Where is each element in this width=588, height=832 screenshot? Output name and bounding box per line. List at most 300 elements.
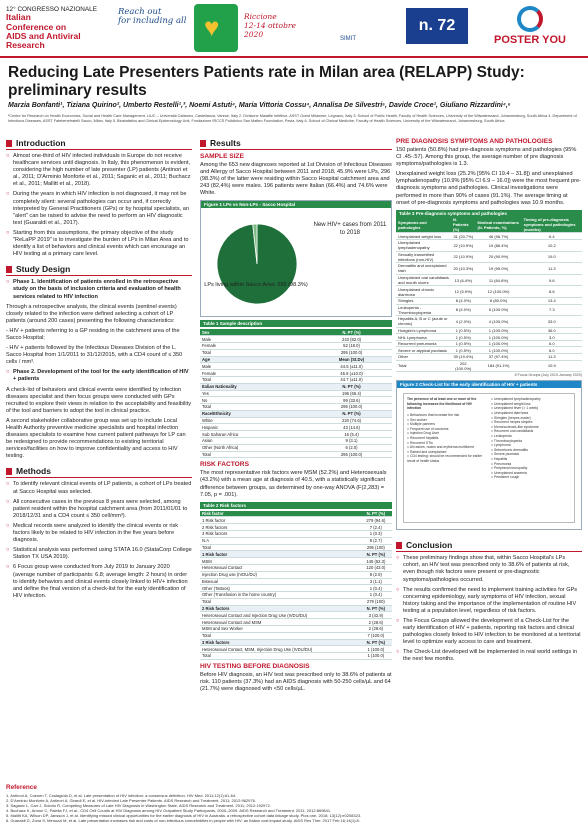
design-text: Through a retrospective analysis, the clinical events (sentinel events) closely related to the infection were defined selecting a cohort of LP patients (around 200 cases) presenting the following characteristics: [6,303,177,324]
table-cell-value: 36.0 [522,327,582,334]
checklist-right [491,397,571,519]
table-cell-label: Other (Transfusion in the home country) [200,592,360,599]
table-cell-label: NHL Lymphoma [396,334,451,341]
table-1-sample [200,329,392,458]
target-icon [517,6,543,32]
section-heading-introduction: Introduction [6,138,192,150]
table-cell-label: Heterosexual Contact [200,564,360,571]
column-left [6,138,192,603]
table-header-cell: N. Patients (%) [451,217,475,233]
checklist-item: □ Frequent use of condoms [407,426,449,431]
table-cell-value: 45.9 (±10.0) [311,370,392,377]
venue-year: 2020 [244,30,264,39]
table-cell-label: No [200,397,311,404]
table-cell-label: Other (Tattoos) [200,585,360,592]
prediag-text: Unexplained weight loss (25.2% [95% CI 19.4 – 31.8]) and unexplained lymphadenopathy (10.9% [95% CI 6.9 – 16.0]) were the most frequent pre-diagnosis symptoms and pathologies. Clinical investigations were performed in more than 90% of cases (91.1%). The average timing at onset of pre-diagnosis symptoms and pathologies was 10.9 months. [396,171,582,206]
table-cell-label: Recurrent pneumonia [396,340,451,347]
table-cell-value: 19 (86.4%) [475,239,521,251]
table-cell-value: 6.0 [522,347,582,354]
table-cell-value: 120 (43.0) [360,564,392,571]
figure-2-checklist [396,380,582,530]
table-cell-label: Asian [200,437,311,444]
reference-item: 4. Buchacz K, Armon C, Palella FJ, et al., CD4 Cell Counts at HIV Diagnosis among HIV Outpatient Study Participants, 2000–2009. AIDS Research and Treatment. 2011; 2012:869841. [6,808,332,813]
table-row [200,437,392,444]
table-cell-value: 3 (42.9) [360,612,392,619]
table-cell-value: 184 (91.1%) [475,360,521,372]
conclusion-bullet: ○ The results confirmed the need to implement training activities for GPs concerning epidemiology, early symptoms of HIV infection, sexual history taking and the importance of the implementation of routine HIV testing at a population level, regardless of risk factors. [396,587,582,615]
table-row [200,404,392,411]
prediag-text: 150 patients (50.8%) had pre-diagnosis symptoms and pathologies (95% CI .45-.57). Among this group, the average number of pre diagnosis symptoms/pathologies is 1.3. [396,147,577,168]
table-row [200,639,392,646]
table-cell-value: N. PT (%) [360,639,392,646]
slogan [118,8,190,27]
table-cell-label: Total [200,349,311,356]
table-cell-value: 13.4 [522,297,582,304]
table-cell-value: 12 (5.9%) [451,286,475,298]
table-cell-label: Age [200,356,311,363]
reference-item: 2. D'Arminio Monforte A, Antinori A, Girardi E, et al. HIV-infected Late Presenter Patients. AIDS Research and Treatment. 2011; 2012:962976. [6,798,256,803]
table-row [200,343,392,350]
table-cell-label: Total [200,404,311,411]
methods-bullet: ○ To identify relevant clinical events of LP patients, a cohort of LPs treated at Sacco Hospital was selected. [6,481,192,495]
table-row [200,592,392,599]
authors: Marzia Bonfanti¹, Tiziana Quirino², Umberto Restelli¹,³, Noemi Astuti⁴, Maria Vittoria Cossu⁴, Annalisa De Silvestri⁵, Davide Croce¹, Giuliano Rizzardini⁴,⁶ [8,102,511,109]
table-cell-label: Total [200,598,360,605]
checklist-item: □ Seborrhoeic dermatitis [491,447,528,452]
checklist-item: □ All rashes, nodes and erythema multiforme [407,445,475,450]
table-row [200,336,392,343]
table-cell-label: MSM and Sex Worker [200,625,360,632]
table-cell-value: 6.0 [522,340,582,347]
checklist-item: □ Unexplained fever (> 1 week) [491,406,539,411]
table-cell-label: Total [200,632,360,639]
table-cell-value: 1 (0.4) [360,585,392,592]
table-3-caption: Table 3 Pre-diagnosis symptoms and pathologies [396,210,582,217]
conclusion-bullet: ○ The Focus Groups allowed the development of a Check-List for the early identification of HIV + patients, reporting risk factors and clinical pathologies closely linked to HIV infection to be monitored at a territorial level to optimize early access to care and treatment. [396,618,582,646]
methods-bullet: ○ All consecutive cases in the previous 8 years were selected, among patient resident within the hospital catchment area (from 2011/01/01 to 2018/12/31 and a CD4 count ≤ 350 cell/mm³). [6,499,192,520]
table-cell-value: 1 (100.0) [360,653,392,660]
table-cell-value: 1 (0.3) [360,531,392,538]
table-cell-label: MSM [200,558,360,565]
table-cell-value: 8 (4.0%) [451,304,475,316]
table-cell-value: 39 (19.4%) [451,354,475,361]
checklist-item: □ Recurrent oral candidiasis [491,429,534,434]
intro-bullet: ○ Starting from this assumptions, the primary objective of the study "ReLaPP 2019" is to investigate the burden of LPs in Milan Area and to identify a list of behaviors and clinical events which can encourage an HIV testing at a primary care level. [6,230,192,258]
design-phase1: ○ Phase 1. Identification of patients enrolled in the retrospective study on the basis of inclusion criteria and evaluation of health services related to HIV infection [6,279,192,300]
table-row [200,356,392,363]
table-cell-label: Other (North Africa) [200,444,311,451]
table-cell-value: 22 (10.9%) [451,239,475,251]
section-heading-methods: Methods [6,466,192,478]
methods-bullet: ○ Statistical analysis was performed using STATA 16.0 (StataCorp College Station TX USA 2019). [6,547,192,561]
table-row [396,334,582,341]
table-cell-value: 8 (80.0%) [475,297,521,304]
checklist-item: □ Shingles (herpes zoster) [491,415,531,420]
table-row [200,598,392,605]
checklist-item: □ CD4 testing: should be recommended for earlier result of health status [407,454,483,463]
subheading-prediagnosis: PRE DIAGNOSIS SYMPTOMS AND PATHOLOGIES [396,138,553,145]
table-cell-value: 295 (100) [360,544,392,551]
table-cell-value: 10.2 [522,239,582,251]
table-row [396,286,582,298]
table-cell-value: 31 (20.7%) [451,233,475,240]
table-cell-label: Unexplained weight loss [396,233,451,240]
table-cell-value: 8.6 [522,286,582,298]
table-cell-value: N. PT (%) [360,511,392,517]
table-cell-value: 8 (4.0%) [451,297,475,304]
table-row [200,417,392,424]
poster-title: Reducing Late Presenters Patients rate in Milan area (RELAPP) Study: preliminary results [8,64,525,99]
table-cell-label: White [200,417,311,424]
table-cell-label: Female [200,343,311,350]
affiliations: ¹Centre for Research on Health Economics, Social and Health Care Management, LIUC – Università Cattaneo, Castellanza, Varese, Italy 2. Divisione Malattie Infettive, ASST Ovest Milanese, Legnano, Italy 3. School of Public Health, Faculty of Health Sciences, University of the Witwatersrand, Johannesburg, South Africa 4. Department of Infectious Diseases, ASST Fatebenefratelli Sacco, Milan, Italy 5. Biostatistics and Clinical Epidemiology Unit, Fondazione IRCCS Policlinico San Matteo Foundation, Pavia, Italy 6. School of Clinical Medicine, Faculty of Health Sciences, University of the Witwatersrand, Johannesburg, South Africa [8,114,577,123]
venue [244,12,296,39]
table-row [396,354,582,361]
table-cell-label: 2 Risk factors [200,524,360,531]
design-phase2: ○ Phase 2. Development of the tool for the early identification of HIV + patients [6,369,192,383]
table-cell-value: 16 (5.4) [311,431,392,438]
table-cell-value: N. PT (%) [311,410,392,417]
table-cell-value: 3.0 [522,334,582,341]
pie-chart [209,216,305,312]
table-cell-value: 46 (96.7%) [475,233,521,240]
table-row [200,619,392,626]
table-row [200,517,392,524]
checklist-item: □ Recurrent STIs [407,440,433,445]
table-cell-value: N. PT (%) [311,383,392,390]
table-row [200,424,392,431]
table-header-cell: Timing of pre-diagnosis symptoms and pathologies (months) [522,217,582,233]
table-row [200,451,392,458]
table-cell-value: 279 (94.6) [360,517,392,524]
column-right [396,138,582,667]
table-row [396,360,582,372]
checklist-item: □ Leukopenia [491,434,512,438]
checklist-item: □ Severe psoriasis [491,452,520,457]
table-header-row [396,217,582,233]
risk-text: The most representative risk factors were MSM (52.2%) and Heterosexuals (43.2%) with a mean age at diagnosis of 40.5, with a statistically significant difference between groups, as determined by one-way ANOVA (F(2,283) = 7.05, p = .001). [200,470,387,498]
conference-logo [6,6,114,51]
table-cell-value: 7 (2.4) [360,524,392,531]
table-cell-value: 11.3 [522,263,582,275]
table-cell-label: Injection Drug use (IVDU/DU) [200,571,360,578]
table-cell-label: Total [200,451,311,458]
table-cell-value: 19.0 [522,251,582,263]
table-cell-value: 33.0 [522,316,582,328]
table-cell-label: Sub Saharan Africa [200,431,311,438]
pie-chart-area [201,208,391,316]
table-cell-value: 8 (2.7) [360,537,392,544]
table-cell-label: Total [396,360,451,372]
checklist-item: □ Unexplained diarrhoea [491,411,529,416]
table-cell-value: 1 (0.5%) [451,340,475,347]
table-cell-value: 295 (100.0) [311,451,392,458]
reference-item: 1. Antinori A, Coenen T, Costagiola D, et al. Late presentation of HIV infection: a consensus definition. HIV Med. 2011;12(1):61-64. [6,793,237,798]
checklist-item: □ Peripheral neuropathy [491,466,528,471]
table-row [200,370,392,377]
table-cell-value: 1 (100.0%) [475,347,521,354]
table-cell-value: 3 (1.1) [360,578,392,585]
table-cell-value: 2 (28.6) [360,625,392,632]
table-row [200,551,392,558]
figure-1 [200,200,392,317]
table-row [396,239,582,251]
table-cell-label: Italian Nationality [200,383,311,390]
table-row [396,263,582,275]
table-row [396,316,582,328]
table-cell-value: 295 (100.0) [311,404,392,411]
table-header-cell: Symptoms and pathologies [396,217,451,233]
checklist-item: □ Unexplained lymphadenopathy [491,397,541,402]
poster-you-label: POSTER YOU [494,34,566,46]
table-cell-value: Mean (St.Dv) [311,356,392,363]
table-cell-value: 11.3 [522,354,582,361]
checklist-item: □ Unexplained anaemia [491,470,527,475]
table-row [200,578,392,585]
poster-number: n. 72 [406,8,468,44]
subheading-risk-factors: RISK FACTORS [200,461,249,469]
table-cell-label: Unexplained chronic diarrhoea [396,286,451,298]
checklist-item: □ Hepatitis [491,456,508,461]
references [6,784,582,823]
table-cell-value: 20 (10.3%) [451,263,475,275]
pie-label-new-cases: New HIV+ cases from 2011 to 2018 [313,222,387,236]
table-cell-value: 37 (97.4%) [475,354,521,361]
table-cell-label: Bisexual [200,578,360,585]
table-cell-value: 10.9 [522,360,582,372]
venue-dates: 12-14 ottobre [244,21,296,30]
section-heading-conclusion: Conclusion [396,540,582,552]
table-row [200,544,392,551]
checklist-item: □ Raised and unexplained [407,449,447,454]
table-cell-label: Male [200,336,311,343]
table-row [396,251,582,263]
table-cell-label: Unexplained oral candidiasis and mouth ulcers [396,274,451,286]
table-cell-value: 1 (100.0%) [475,327,521,334]
figure-1-caption: Figure 1 LPs vs Non-LPs - Sacco Hospital [201,201,391,208]
table-cell-label: Race/Ethnicity [200,410,311,417]
table-row [200,444,392,451]
checklist-item: □ Mononucleosis-like syndrome [491,424,539,429]
table-2-risk-factors [200,511,392,660]
table-cell-value: 7.3 [522,304,582,316]
section-heading-results: Results [200,138,392,150]
table-row [396,304,582,316]
reference-item: 5. Mallitt KA, Wilson DP, Jansson J, et al. Identifying missed clinical opportunities for the earlier diagnosis of HIV in Australia, a retrospective cohort data linkage study. Plos one, 2018; 13(12):e0208323. [6,813,362,818]
table-cell-label: 3 Risk factors [200,531,360,538]
table-cell-value: 196 (66.4) [311,390,392,397]
header [0,0,588,58]
checklist-item: □ Persistent cough [491,475,520,480]
table-cell-value: 1 (100.0) [360,646,392,653]
table-cell-label: Sex [200,329,311,335]
table-row [396,327,582,334]
table-cell-value: 6 (100.0%) [475,304,521,316]
conclusion-bullet: ○ These preliminary findings show that, within Sacco Hospital's LPs cohort, an HIV test was prescribed only to 38.6% of patients at risk, even though risk factors were present or pre-diagnostic symptoms/pathologies occurred. [396,555,582,583]
table-cell-value: 20 (90.9%) [475,251,521,263]
testing-text: Before HIV diagnosis, an HIV test was prescribed only to 38.6% of patients at risk. 110 patients (37.3%) had an AIDS diagnosis with 50-250 cells/µL and 64 (21.7%) were diagnosed with <50 cells/µL. [200,671,392,693]
table-cell-label: 1 Risk factor [200,551,360,558]
methods-bullet: ○ 6 Focus group were conducted from July 2019 to January 2020 (average number of participants: 6.8; average length: 2 hours) in order to identify behaviors and clinical events closely linked to HIV+ infection and define the final version of a check-list for the early identification of HIV infection. [6,564,192,599]
sample-text: Among the 653 new diagnoses reported at 1st Division of Infectious Diseases and Allergy of Sacco Hospital between 2011 and 2018, 45.9% were LPs, 296 (98.3%) of the latter were residing within Sacco Hospital catchment area and 243 (82,4%) were males. 196 patients were Italian (66.4%) and 74.6% were White. [200,162,392,197]
subheading-hiv-testing: HIV TESTING BEFORE DIAGNOSIS [200,662,310,670]
checklist-title: The presence of at least one or more of the following increases the likelihood of HIV infection [407,397,477,411]
table-cell-value: 52 (18.0) [311,343,392,350]
table-header-cell: Medical examinations (N. Patients, %) [475,217,521,233]
table-row [200,653,392,660]
table-cell-value: 2 (28.6) [360,619,392,626]
table-cell-label: Heterosexual Contact and MSM [200,619,360,626]
table-cell-value: 22 (10.9%) [451,251,475,263]
table-row [200,363,392,370]
conference-line: Italian [6,12,31,23]
table-cell-label: Heterosexual Contact, MSM, Injection Drug Use (IVDU/DU) [200,646,360,653]
intro-bullet: ○ Almost one-third of HIV infected individuals in Europe do not receive healthcare services until diagnosis. In Italy, this phenomenon is evident, considering the high number of late presenter (LP) patients (Antinori et al., 2011; D'Arminio Monforte et al., 2011; Saganic et al., 2011; Buchacz et al., 2011; Mallitt et al., 2018). [6,153,192,188]
table-cell-value: 1 (0.5%) [451,347,475,354]
table-row [200,349,392,356]
slogan-line: Reach out [118,7,162,17]
table-cell-label: Female [200,370,311,377]
design-text: A second stakeholder collaborative group was set up to include Local Health Authority preventive medicine specialists and hospital infection diseases specialists to examine how current patient pathways for LP can be redesigned to provide recommendations to existing territorial services/facilities on how to improve confidentiality and access to HIV testing. [6,417,186,460]
table-row [396,340,582,347]
table-row [200,605,392,612]
table-cell-value: 1 (100.0%) [475,340,521,347]
conference-line: AIDS and Antiviral [6,30,81,41]
table-row [200,585,392,592]
table-cell-label: Leukopenia - Thrombocytopenia [396,304,451,316]
table-3-note: 8 Focus Groups (July 2019-January 2020) [514,373,582,378]
table-cell-value: 19 (95.0%) [475,263,521,275]
table-cell-value: 4 (100.0%) [475,316,521,328]
design-text: - HIV + patients followed by the Infectious Diseases Division of the L. Sacco Hospital from 1/1/2011 to 31/12/2015, with a CD4 count of ≤ 350 cells / mm³. [6,345,183,366]
figure-2-caption: Figure 2 Check-List for the early identification of HIV + patients [397,381,581,388]
table-cell-value: 13 (6.4%) [451,274,475,286]
references-heading: Reference [6,784,37,791]
table-cell-value: N. PT (%) [311,329,392,335]
table-row [200,571,392,578]
subheading-sample-size: SAMPLE SIZE [200,153,244,160]
table-cell-label: Total [200,653,360,660]
checklist-item: □ Recurrent herpes simplex [491,420,533,425]
table-cell-value: 243 (82.0) [311,336,392,343]
table-cell-value: 8 (2.9) [360,571,392,578]
table-row [200,646,392,653]
checklist-item: □ Recurrent hepatitis [407,436,439,440]
table-cell-value: 1 (100.0%) [475,334,521,341]
table-cell-label: Other [396,354,451,361]
table-row [200,376,392,383]
table-cell-value: 6 (2.0) [311,444,392,451]
checklist-item: □ Unexplained weight loss [491,401,531,406]
venue-city: Riccione [244,12,277,21]
checklist-item: □ Multiple partners [407,422,436,427]
checklist-item: □ Behaviours that increase the risk [407,413,460,418]
table-cell-label: Total [200,376,311,383]
table-row [200,390,392,397]
table-cell-value: 295 (100.0) [311,349,392,356]
checklist-left [407,397,487,519]
table-row [200,383,392,390]
table-cell-value: 4 (2.0%) [451,316,475,328]
table-1-caption: Table 1 Sample description [200,320,392,327]
table-row [200,410,392,417]
table-cell-value: 202 (100.0%) [451,360,475,372]
table-cell-value: 12 (100.0%) [475,286,521,298]
table-cell-value: 220 (74.6) [311,417,392,424]
table-cell-label: 3 Risk factors [200,639,360,646]
slogan-line: for including all [118,16,187,27]
table-cell-value: 1 (0.5%) [451,327,475,334]
methods-bullet: ○ Medical records were analyzed to identify the clinical events or risk factors likely to be related to HIV infection in the five years before diagnosis. [6,523,192,544]
table-cell-label: N.A [200,537,360,544]
table-cell-label: Dermatitis and unexplained rash [396,263,451,275]
table-row [396,233,582,240]
table-cell-value: N. PT (%) [360,605,392,612]
table-cell-label: Unexplained lymphadenopathy [396,239,451,251]
section-heading-study-design: Study Design [6,264,192,276]
table-row [200,397,392,404]
table-cell-label: 2 Risk factors [200,605,360,612]
table-3-symptoms [396,217,582,373]
table-row [200,558,392,565]
table-cell-value: 1 (0.4) [360,592,392,599]
poster-you-logo [478,6,582,52]
table-2-caption: Table 2 Risk factors [200,502,392,509]
simit-logo: SIMIT [340,36,356,42]
table-cell-label: Hispanic [200,424,311,431]
table-cell-label: 1 Risk factor [200,517,360,524]
design-text: - HIV + patients referring to a GP residing in the catchment area of the Sacco Hospital; [6,327,180,341]
table-row [396,347,582,354]
table-cell-label: Hodgkin's Lymphoma [396,327,451,334]
checklist-item: □ Injection Drug User [407,431,440,436]
table-row [396,297,582,304]
table-cell-value: 44.5 (±11.0) [311,363,392,370]
conference-line: Conference on [6,21,67,32]
table-cell-label: Male [200,363,311,370]
table-cell-value: 99 (33.6) [311,397,392,404]
table-cell-label: Risk factor [200,511,360,517]
table-cell-value: 44.7 (±11.0) [311,376,392,383]
table-cell-value: 9 (3.1) [311,437,392,444]
checklist-item: □ Lymphoma [491,443,511,448]
table-row [200,524,392,531]
table-row [200,537,392,544]
table-cell-label: Hepatitis A, B or C (acute or chronic) [396,316,451,328]
table-cell-value: 6.4 [522,233,582,240]
table-cell-label: Heterosexual Contact and Injection Drug Use (IVDU/DU) [200,612,360,619]
table-cell-label: Sexually transmitted infections (non-HIV) [396,251,451,263]
table-cell-value: 11 (84.6%) [475,274,521,286]
table-cell-value: 279 (100) [360,598,392,605]
table-row [200,564,392,571]
table-row [200,632,392,639]
table-cell-value: 43 (14.6) [311,424,392,431]
table-cell-value: N. PT (%) [360,551,392,558]
conference-edition: 12° CONGRESSO NAZIONALE [6,6,97,13]
table-cell-value: 7 (100.0) [360,632,392,639]
design-text: A check-list of behaviors and clinical events were identified by infection diseases specialist and then focus groups were conducted with GPs recruited to explore their views in relation to the acceptability and feasibility of the tool and barriers to adopt the tool in clinical practice. [6,386,192,414]
table-row [396,274,582,286]
table-cell-value: 146 (52.3) [360,558,392,565]
pie-label-lps: LPs living within Sacco Area: 295 (98.3%) [204,282,308,289]
column-middle [200,138,392,696]
conclusion-bullet: ○ The Check-List developed will be implemented in real world settings in the next few months. [396,649,582,663]
reference-item: 6. Guaraldi G, Zona S, Menozzi M, et al. Late presentation increases risk and costs of non-infectious comorbidities in people with HIV: an Italian cost impact study. AIDS Res Ther. 2017 Feb 16;14(1):8. [6,818,360,823]
table-cell-label: Total [200,544,360,551]
checklist-content [403,393,575,523]
heart-icon [194,4,238,52]
